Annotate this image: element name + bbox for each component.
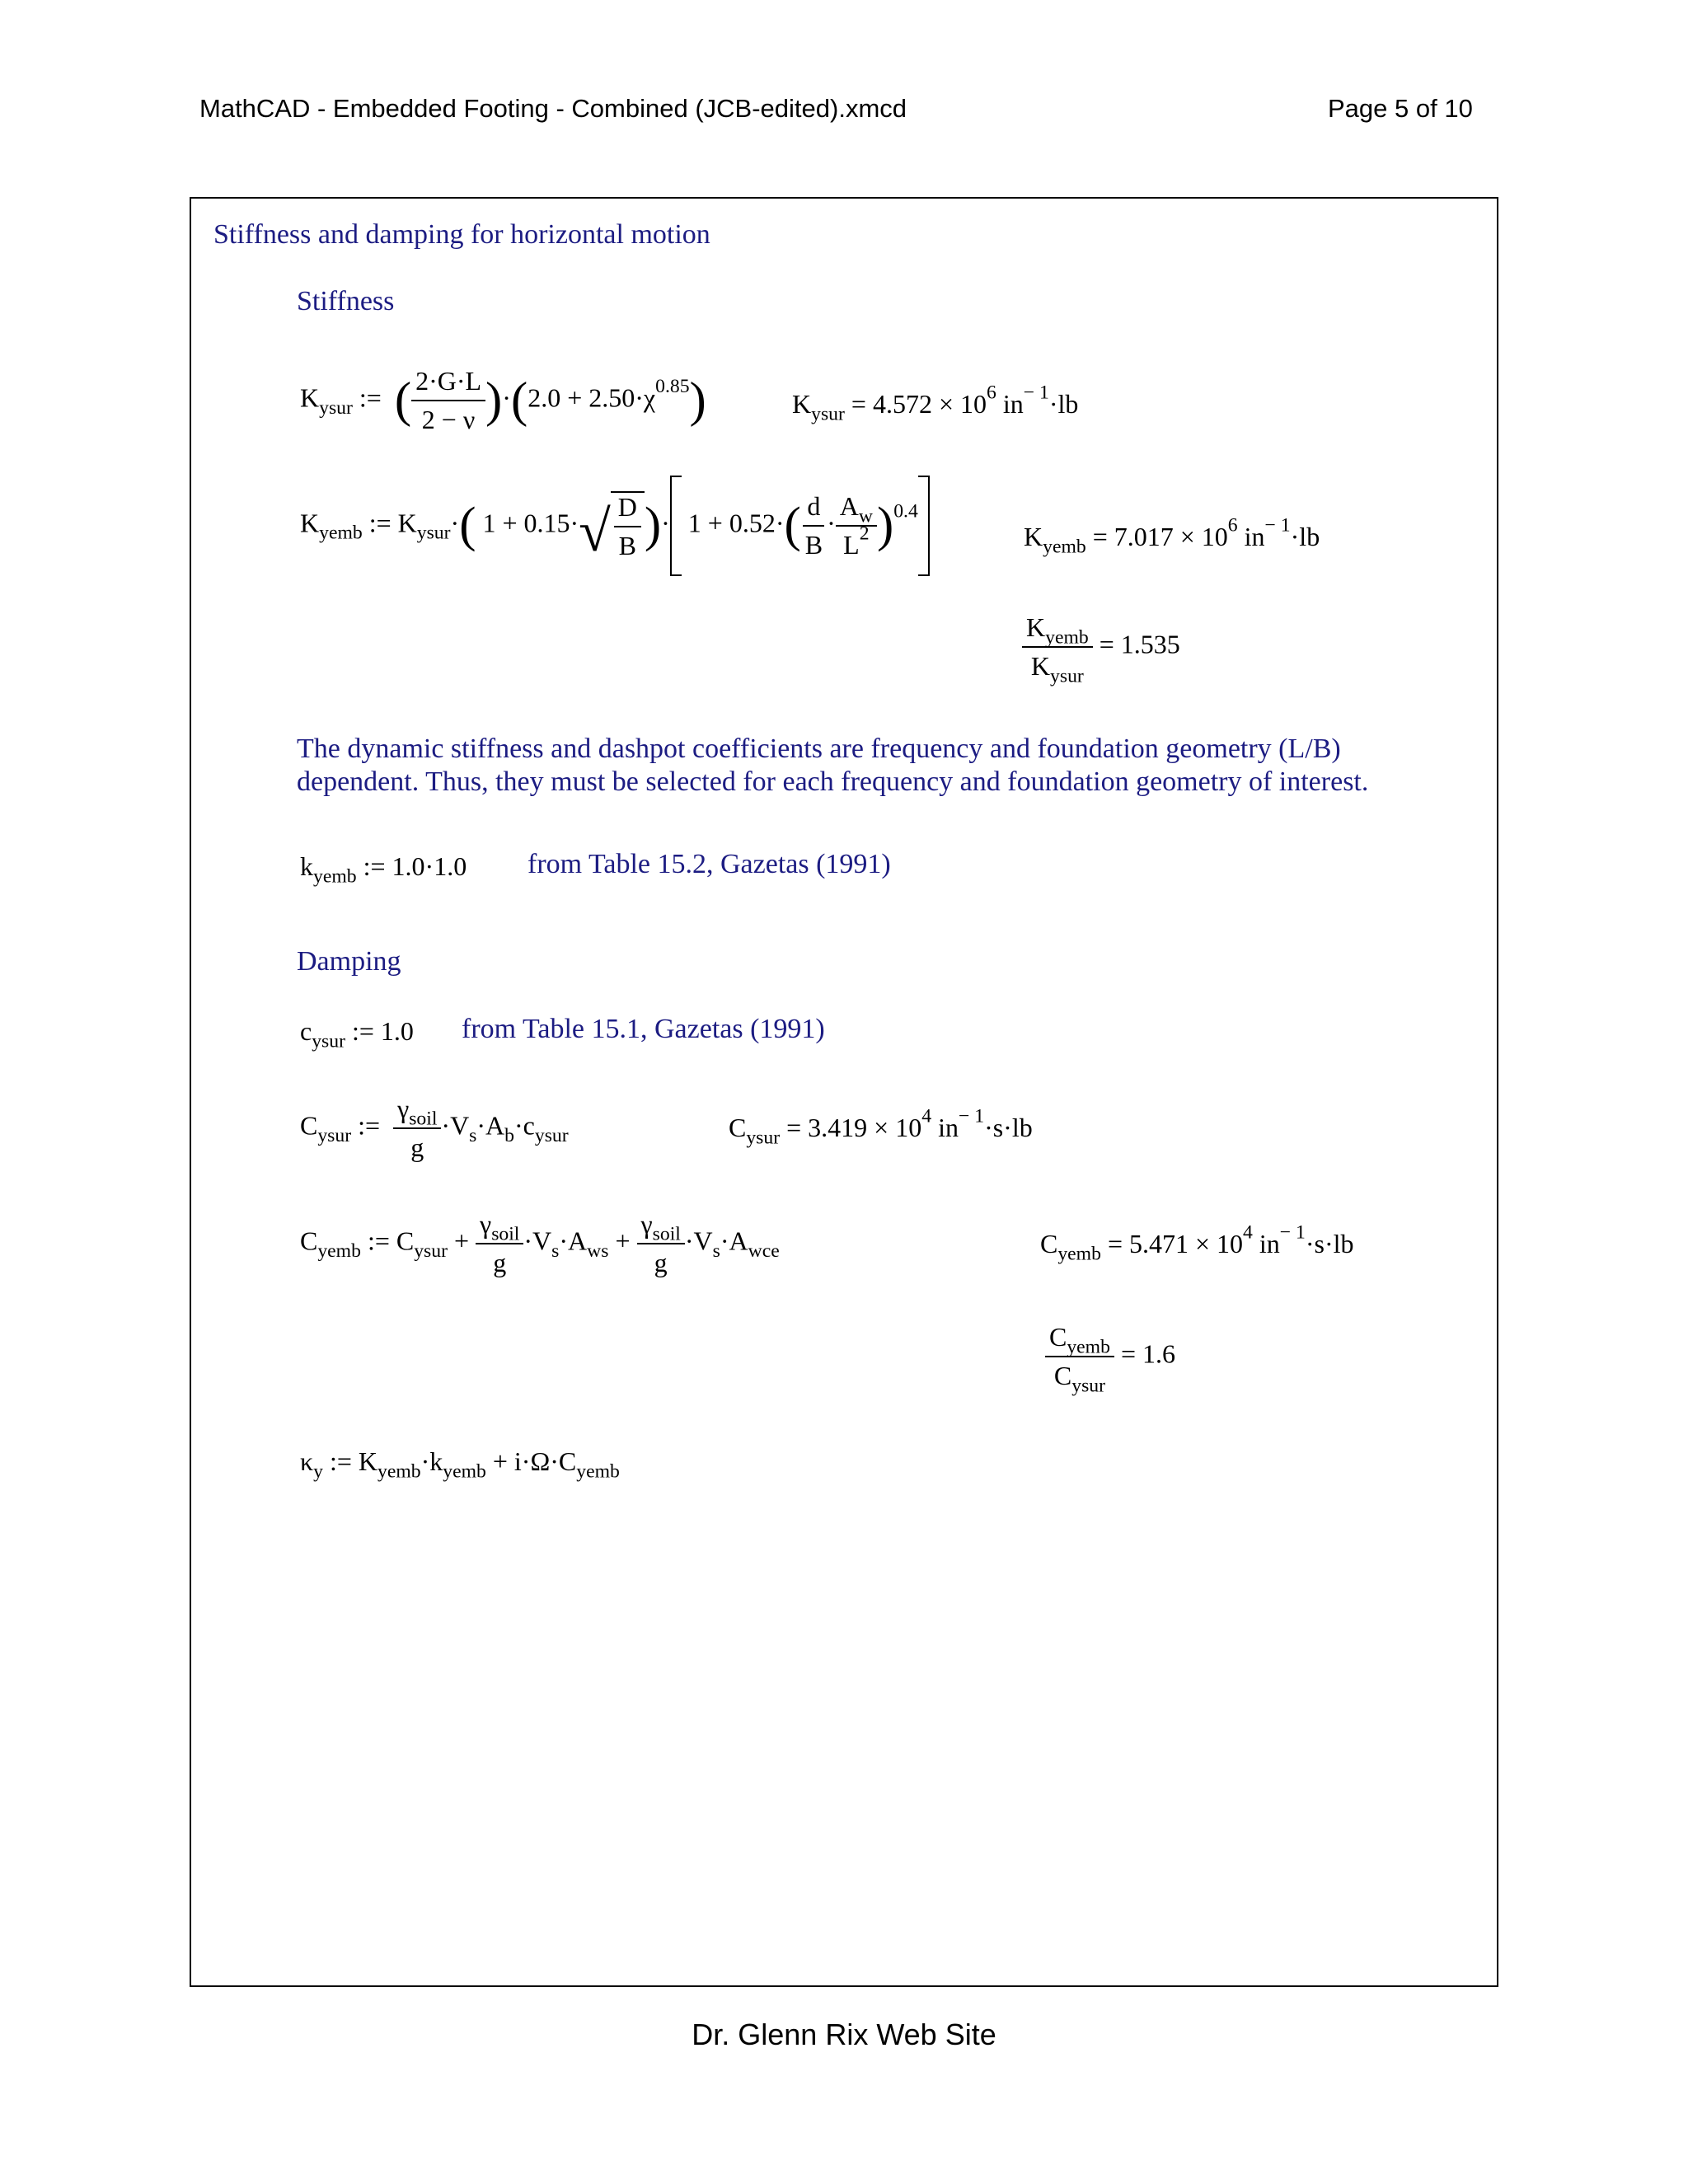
cysur-definition: $C_{ysur}$ := $\gamma_{soil}$ g $\cdot V_s\cdot A_b\cdot c_{ysur}$: [300, 1094, 569, 1163]
stiffness-heading: Stiffness: [297, 286, 395, 316]
cyemb-result: $C_{yemb} = 5.471 \times 10^4$ $in^{- 1}\cdot s\cdot lb$: [1040, 1221, 1354, 1265]
kappa-definition: $\kappa_y$ := $K_{yemb}\cdot k_{yemb} + i\cdot\Omega\cdot C_{yemb}$: [300, 1446, 620, 1483]
cysur-result: $C_{ysur} = 3.419 \times 10^4$ $in^{- 1}\cdot s\cdot lb$: [729, 1105, 1033, 1149]
kyemb-coefficient: $k_{yemb}$ := 1.0·1.0: [300, 851, 467, 888]
damping-heading: Damping: [297, 946, 401, 977]
kyemb-result: $K_{yemb} = 7.017 \times 10^6$ $in^{- 1}\cdot lb$: [1024, 514, 1320, 558]
document-title: MathCAD - Embedded Footing - Combined (JCB-edited).xmcd: [199, 94, 907, 123]
page-number: Page 5 of 10: [1328, 94, 1473, 123]
kysur-definition: $K_{ysur}$ := ( $\frac{2\cdot G\cdot L}{2 - \nu}$ )$\cdot(2.0 + 2.50\cdot\chi^{0.85})$: [300, 366, 706, 435]
table-ref-k: from Table 15.2, Gazetas (1991): [528, 849, 891, 879]
footer: Dr. Glenn Rix Web Site: [692, 2018, 996, 2051]
table-ref-c: from Table 15.1, Gazetas (1991): [462, 1014, 825, 1044]
section-title: Stiffness and damping for horizontal motion: [213, 219, 710, 250]
cratio: $C_{yemb}$ $C_{ysur}$ = 1.6: [1045, 1323, 1175, 1390]
kratio: $K_{yemb}$ $K_{ysur}$ = 1.535: [1022, 613, 1180, 681]
kysur-result: $K_{ysur} = 4.572 \times 10^6$ $in^{- 1}\cdot lb$: [792, 382, 1079, 425]
cysur-coefficient: $c_{ysur}$ := 1.0: [300, 1016, 414, 1052]
worksheet-frame: [190, 197, 1498, 1987]
kyemb-definition: $K_{yemb}$ := $K_{ysur}\cdot$( 1 + 0.15· √ $\frac{D}{B}$ )· 1 + 0.52·( $\frac{d}{B}$ · $\frac{A_w}{L^2}$ )$^{0.4}$: [300, 476, 930, 576]
note-line-1: The dynamic stiffness and dashpot coefficients are frequency and foundation geometry (L/B): [297, 733, 1341, 764]
cyemb-definition: $C_{yemb}$ := $C_{ysur}$ + $\gamma_{soil}$ g $\cdot V_s\cdot A_{ws}$ + $\gamma_{soil}$ g $\cdot V_s\cdot A_{wce}$: [300, 1209, 780, 1278]
note-line-2: dependent. Thus, they must be selected for each frequency and foundation geometry of interest.: [297, 766, 1369, 797]
